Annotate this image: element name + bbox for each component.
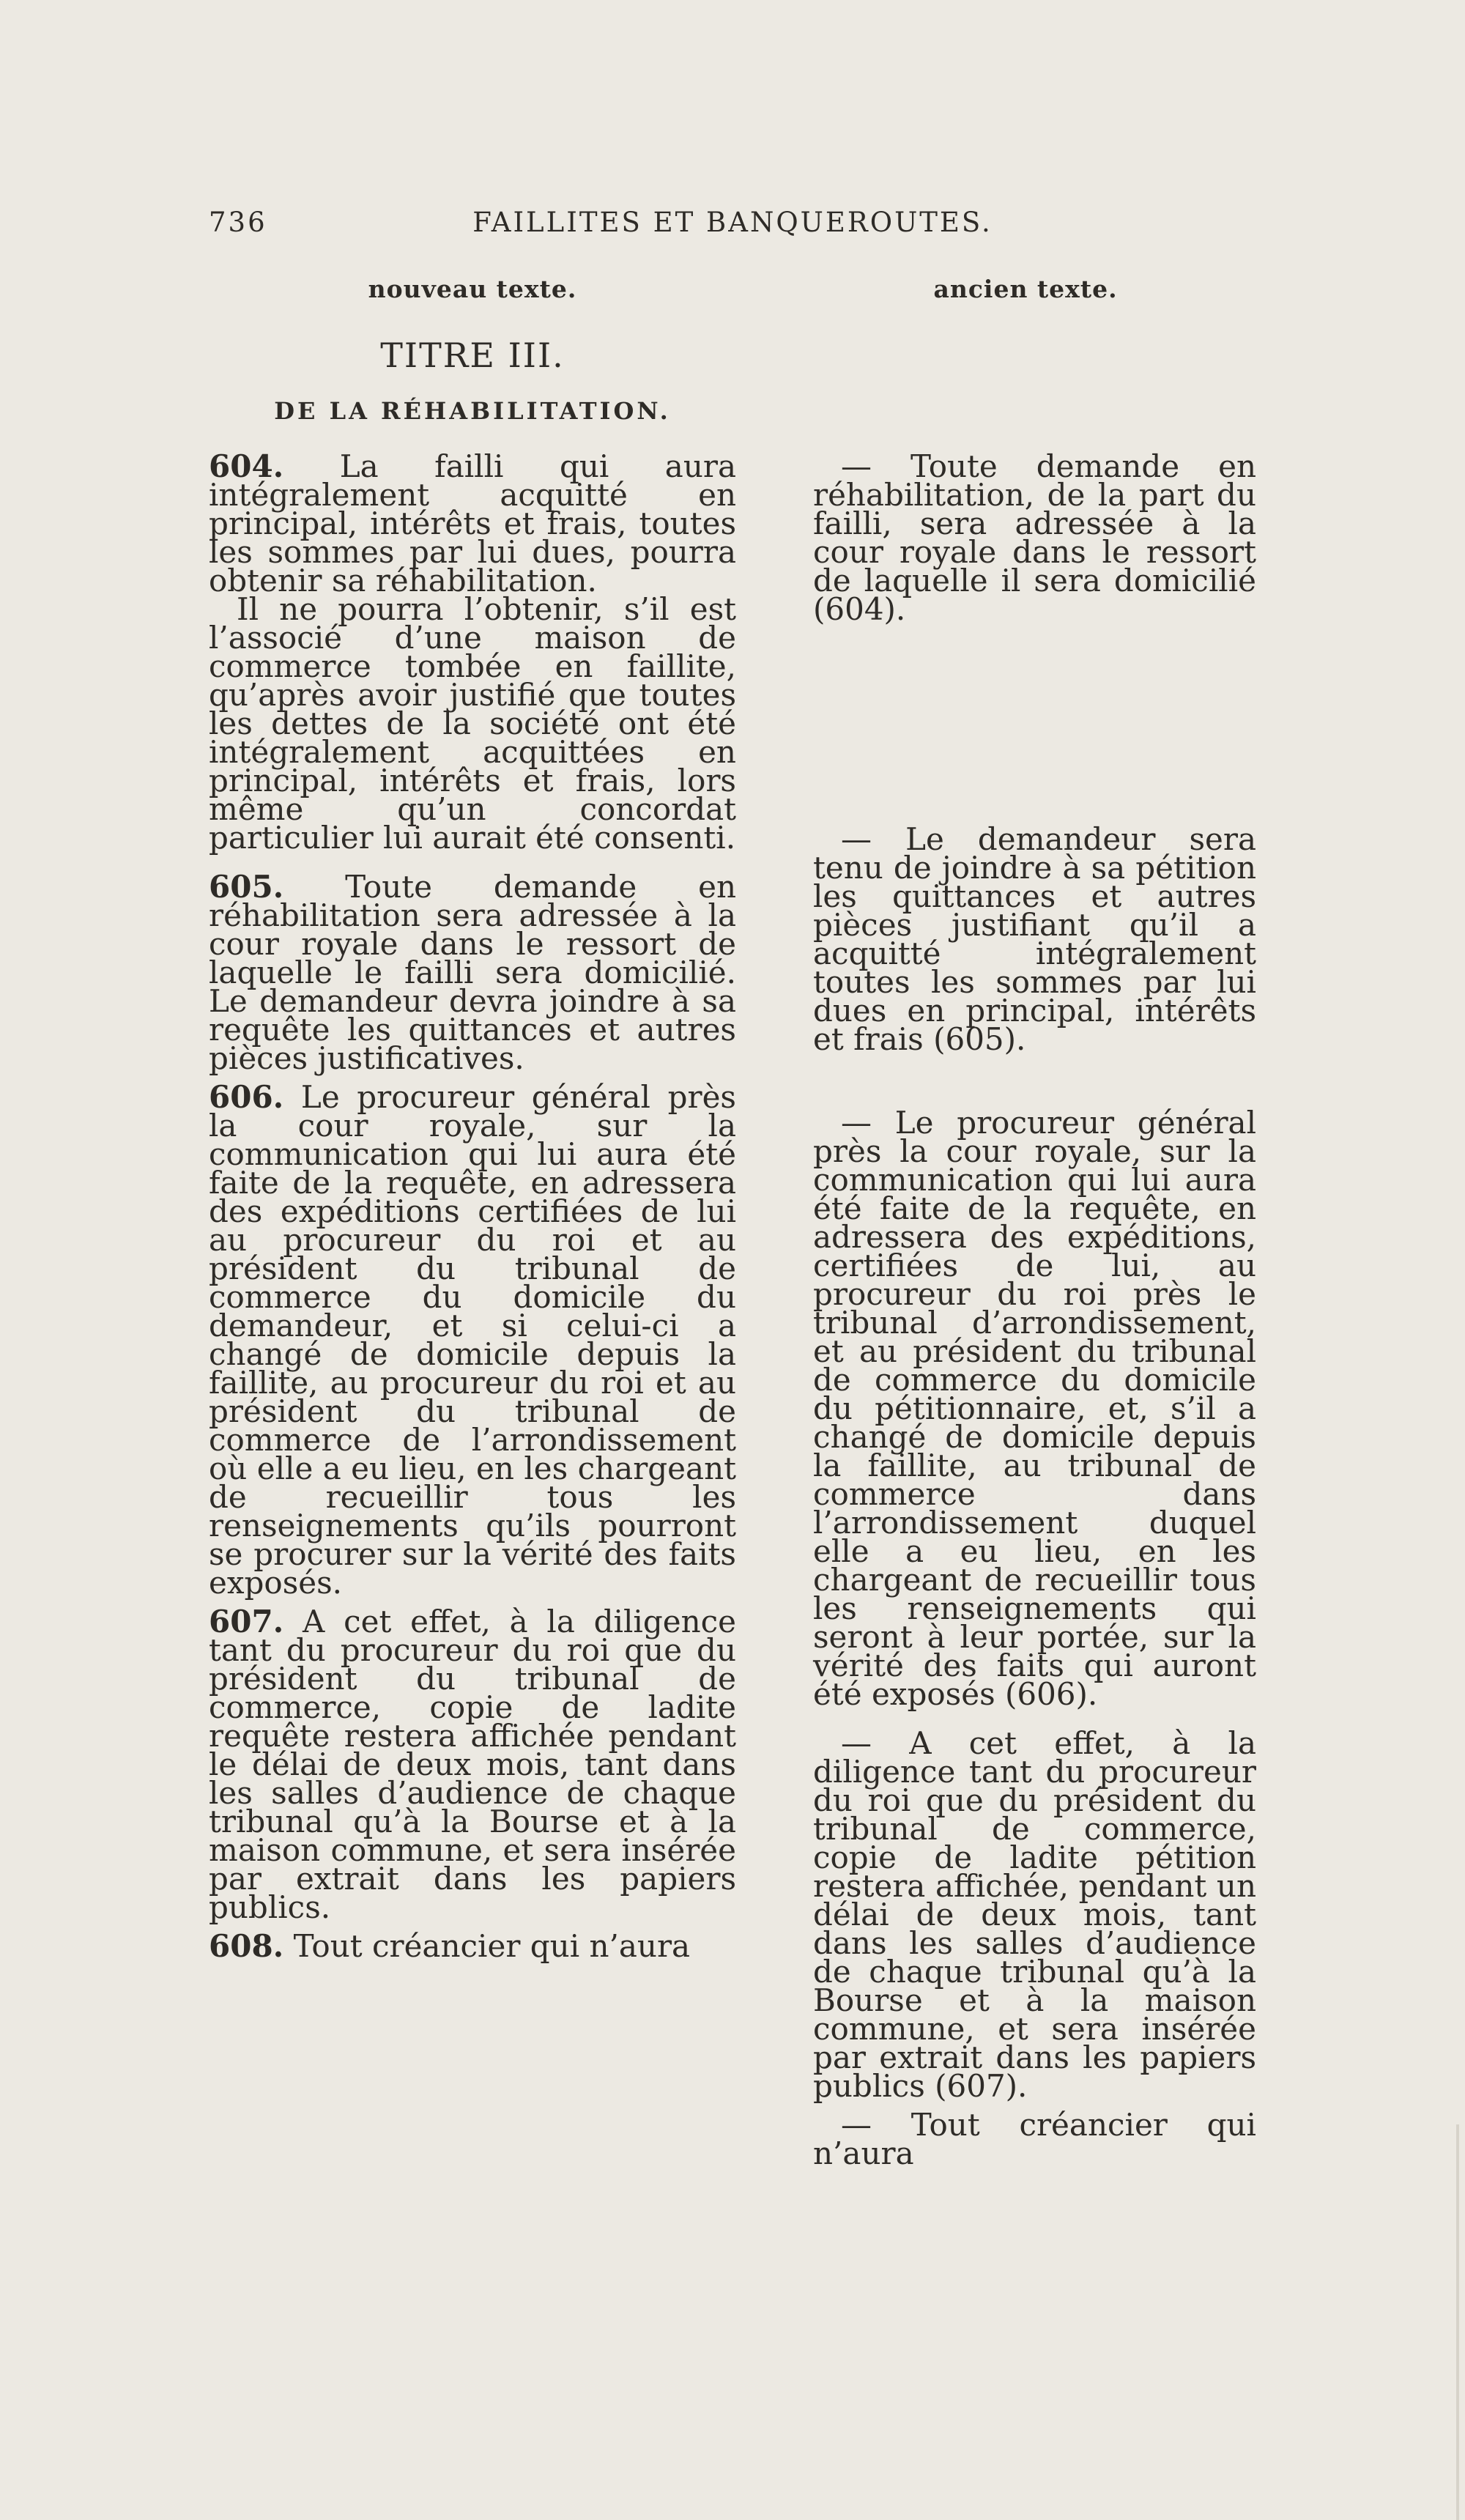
article-number: 605. [209, 869, 284, 905]
article-text: Tout créancier qui n’aura [293, 1928, 691, 1964]
old-article-608: — Tout créancier qui n’aura [813, 2107, 1256, 2171]
article-number: 607. [209, 1604, 284, 1639]
new-text-heading: nouveau texte. [368, 275, 577, 303]
old-article-606: — Le procureur général près la cour royale, sur la communication qui lui aura été faite de la requête, en adressera des expéditions, certifiées de lui, au procureur du roi près le tribunal d’arrondissement, et au président du tribunal de commerce du domicile du pétitionnaire, et, s’il a changé de domicile depuis la faillite, au tribunal de commerce dans l’arrondissement duquel elle a eu lieu, en les chargeant de recueillir tous les renseignements qui seront à leur portée, sur la vérité des faits qui auront été exposés (606). [813, 1105, 1256, 1712]
article-606 [209, 1079, 736, 1601]
page-edge [1456, 2124, 1459, 2520]
page-number: 736 [209, 207, 267, 238]
article-608 [209, 1928, 736, 1964]
article-number: 608. [209, 1928, 284, 1964]
old-article-605: — Le demandeur sera tenu de joindre à sa pétition les quittances et autres pièces justifiant qu’il a acquitté intégralement toutes les sommes par lui dues en principal, intérêts et frais (605). [813, 821, 1256, 1057]
old-text-column [813, 448, 1256, 2171]
article-605 [209, 869, 736, 1076]
article-number: 604. [209, 448, 284, 484]
new-text-column [209, 448, 736, 1964]
running-title: FAILLITES ET BANQUEROUTES. [472, 207, 993, 238]
running-head [209, 207, 1256, 243]
article-text: Le procureur général près la cour royale, sur la communication qui lui aura été faite de la requête, en adressera des expéditions certifiées de lui au procureur du roi et au président du tribunal de commerce du domicile du demandeur, et si celui-ci a changé de domicile depuis la faillite, au procureur du roi et au président du tribunal de commerce de l’arrondissement où elle a eu lieu, en les chargeant de recueillir tous les renseignements qu’ils pourront se procurer sur la vérité des faits exposés. [209, 1079, 736, 1601]
old-article-604: — Toute demande en réhabilitation, de la part du failli, sera adressée à la cour royale dans le ressort de laquelle il sera domicilié (604). [813, 448, 1256, 627]
old-text-heading: ancien texte. [933, 275, 1118, 303]
titre-heading: TITRE III. [380, 336, 565, 375]
article-text: A cet effet, à la diligence tant du procureur du roi que du président du tribunal de commerce, copie de ladite requête restera affichée pendant le délai de deux mois, tant dans les salles d’audience de chaque tribunal qu’à la Bourse et à la maison commune, et sera insérée par extrait dans les papiers publics. [209, 1604, 736, 1925]
article-text: Toute demande en réhabilitation sera adressée à la cour royale dans le ressort de laquelle le failli sera domicilié. Le demandeur devra joindre à sa requête les quittances et autres pièces justificatives. [209, 869, 736, 1076]
article-607 [209, 1604, 736, 1925]
old-article-607: — A cet effet, à la diligence tant du procureur du roi que du président du tribunal de commerce, copie de ladite pétition restera affichée, pendant un délai de deux mois, tant dans les salles d’audience de chaque tribunal qu’à la Bourse et à la maison commune, et sera insérée par extrait dans les papiers publics (607). [813, 1725, 1256, 2104]
article-604-para-2: Il ne pourra l’obtenir, s’il est l’associé d’une maison de commerce tombée en faillite, qu’après avoir justifié que toutes les dettes de la société ont été intégralement acquittées en principal, intérêts et frais, lors même qu’un concordat particulier lui aurait été consenti. [209, 591, 736, 856]
article-number: 606. [209, 1079, 284, 1115]
article-604 [209, 448, 736, 598]
section-subtitle: DE LA RÉHABILITATION. [274, 397, 671, 425]
article-text: La failli qui aura intégralement acquitté en principal, intérêts et frais, toutes les sommes par lui dues, pourra obtenir sa réhabilitation. [209, 448, 736, 598]
